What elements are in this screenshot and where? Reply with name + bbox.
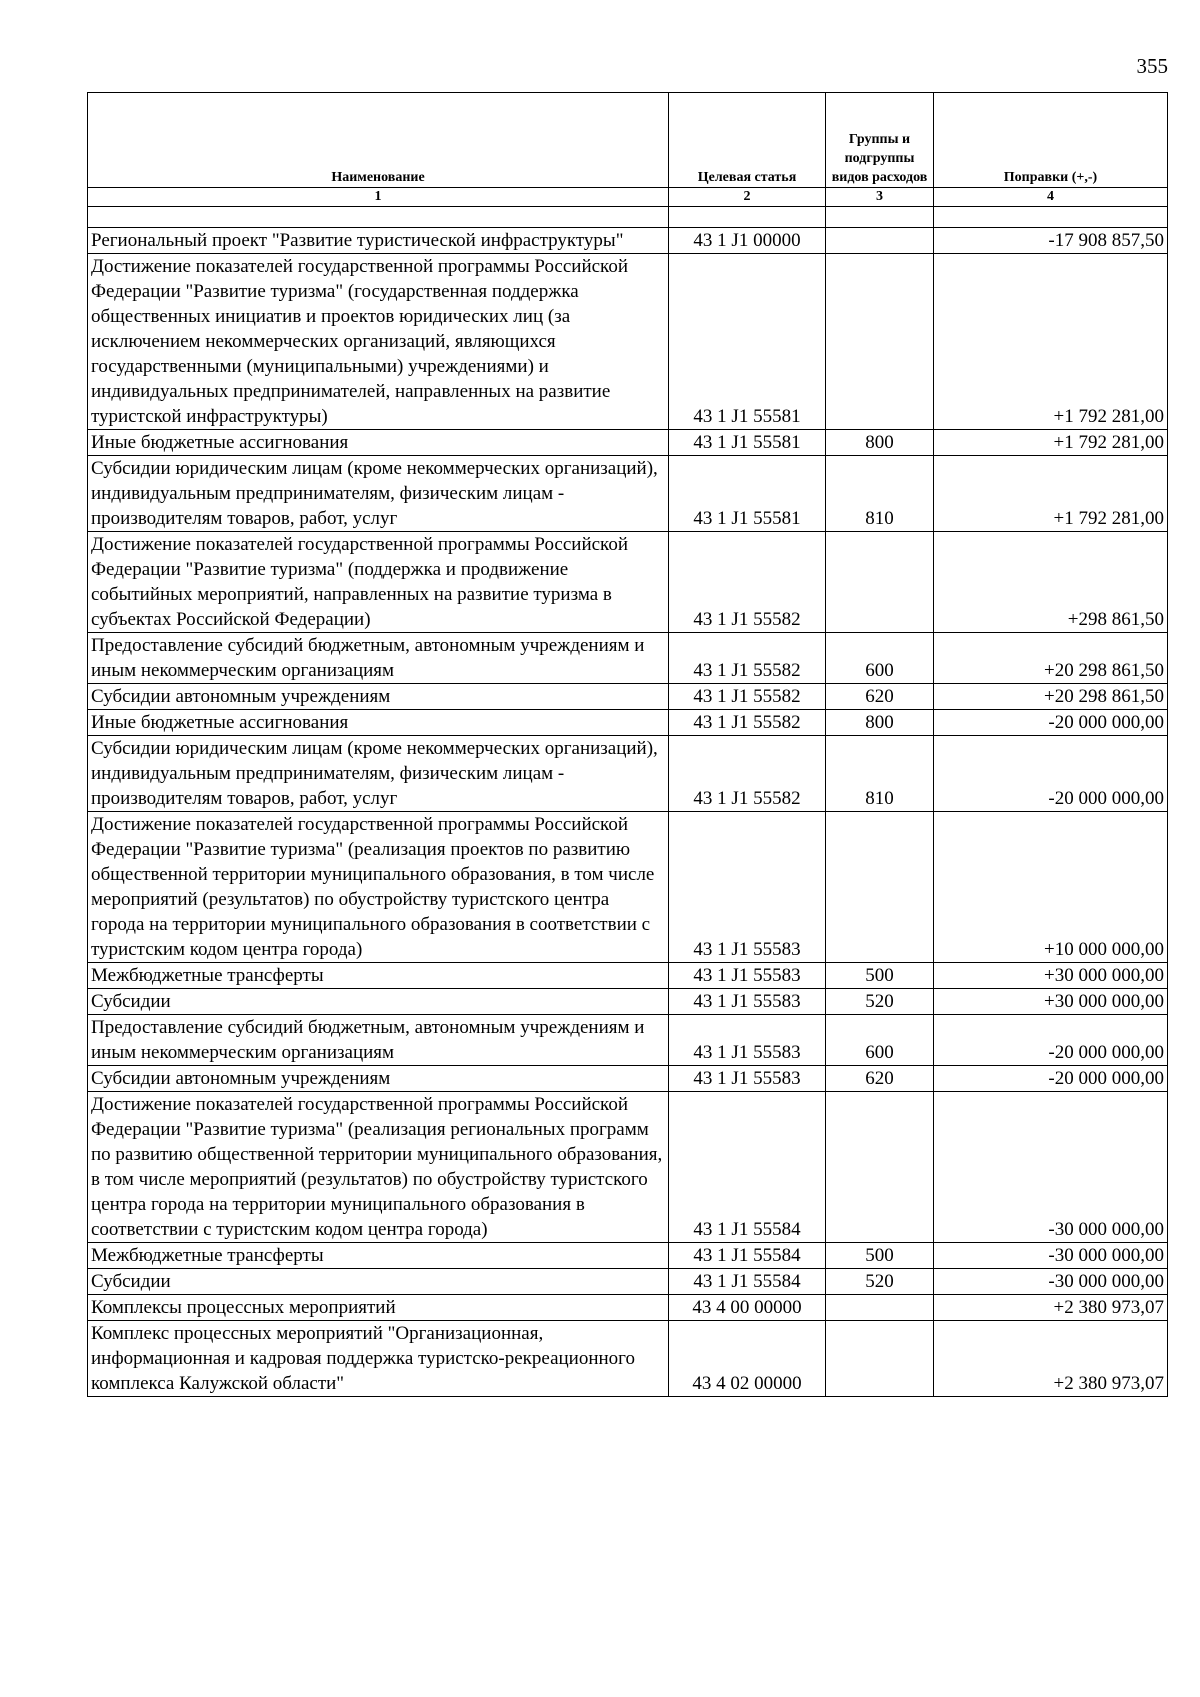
row-target-article-cell: 43 1 J1 55582: [669, 684, 826, 710]
header-target-article: Целевая статья: [669, 93, 826, 188]
row-group-cell: [826, 1092, 934, 1243]
row-group-cell: 600: [826, 1015, 934, 1066]
row-name-cell: Межбюджетные трансферты: [88, 1243, 669, 1269]
row-target-article-cell: 43 1 J1 55583: [669, 812, 826, 963]
row-target-article-cell: 43 1 J1 55581: [669, 430, 826, 456]
row-target-article-cell: 43 1 J1 55583: [669, 1066, 826, 1092]
row-target-article-cell: 43 1 J1 55582: [669, 532, 826, 633]
row-name-cell: Иные бюджетные ассигнования: [88, 710, 669, 736]
row-amount-cell: -30 000 000,00: [934, 1092, 1168, 1243]
header-name: Наименование: [88, 93, 669, 188]
row-name-cell: Предоставление субсидий бюджетным, автономным учреждениям и иным некоммерческим организациям: [88, 1015, 669, 1066]
row-target-article-cell: 43 1 J1 55582: [669, 633, 826, 684]
row-name-cell: Субсидии юридическим лицам (кроме некоммерческих организаций), индивидуальным предпринимателям, физическим лицам - производителям товаров, работ, услуг: [88, 456, 669, 532]
row-name-cell: Предоставление субсидий бюджетным, автономным учреждениям и иным некоммерческим организациям: [88, 633, 669, 684]
row-amount-cell: +20 298 861,50: [934, 684, 1168, 710]
table-row: [88, 963, 1168, 989]
row-name-cell: Комплексы процессных мероприятий: [88, 1295, 669, 1321]
table-row: [88, 633, 1168, 684]
row-amount-cell: +20 298 861,50: [934, 633, 1168, 684]
table-header-row: [88, 93, 1168, 188]
row-amount-cell: +298 861,50: [934, 532, 1168, 633]
row-amount-cell: +10 000 000,00: [934, 812, 1168, 963]
row-amount-cell: +2 380 973,07: [934, 1321, 1168, 1397]
table-row: [88, 1295, 1168, 1321]
row-name-cell: Достижение показателей государственной программы Российской Федерации "Развитие туризма" (государственная поддержка общественных инициатив и проектов юридических лиц (за исключением некоммерческих организаций, являющихся государственными (муниципальными) учреждениями) и индивидуальных предпринимателей, направленных на развитие туристской инфраструктуры): [88, 254, 669, 430]
row-target-article-cell: 43 1 J1 55584: [669, 1243, 826, 1269]
column-number: 3: [826, 188, 934, 207]
row-group-cell: [826, 1321, 934, 1397]
row-target-article-cell: 43 1 J1 55583: [669, 989, 826, 1015]
row-amount-cell: +30 000 000,00: [934, 989, 1168, 1015]
header-groups: Группы и подгруппы видов расходов: [826, 93, 934, 188]
table-row: [88, 1243, 1168, 1269]
row-name-cell: Субсидии: [88, 989, 669, 1015]
row-group-cell: [826, 812, 934, 963]
column-number: 1: [88, 188, 669, 207]
row-group-cell: 810: [826, 456, 934, 532]
row-name-cell: Межбюджетные трансферты: [88, 963, 669, 989]
row-target-article-cell: 43 1 J1 55582: [669, 736, 826, 812]
row-target-article-cell: 43 1 J1 55584: [669, 1092, 826, 1243]
row-group-cell: 520: [826, 1269, 934, 1295]
table-row: [88, 684, 1168, 710]
row-amount-cell: -20 000 000,00: [934, 710, 1168, 736]
row-amount-cell: +1 792 281,00: [934, 430, 1168, 456]
row-group-cell: 800: [826, 430, 934, 456]
header-amendments: Поправки (+,-): [934, 93, 1168, 188]
column-number: 4: [934, 188, 1168, 207]
row-name-cell: Субсидии: [88, 1269, 669, 1295]
table-row: [88, 1066, 1168, 1092]
row-name-cell: Субсидии юридическим лицам (кроме некоммерческих организаций), индивидуальным предпринимателям, физическим лицам - производителям товаров, работ, услуг: [88, 736, 669, 812]
table-row: [88, 228, 1168, 254]
column-number: 2: [669, 188, 826, 207]
row-amount-cell: -20 000 000,00: [934, 1066, 1168, 1092]
row-amount-cell: +1 792 281,00: [934, 456, 1168, 532]
row-target-article-cell: 43 1 J1 55581: [669, 456, 826, 532]
row-group-cell: 500: [826, 963, 934, 989]
spacer-row: [88, 207, 1168, 228]
row-name-cell: Субсидии автономным учреждениям: [88, 1066, 669, 1092]
row-target-article-cell: 43 4 00 00000: [669, 1295, 826, 1321]
row-group-cell: 800: [826, 710, 934, 736]
row-target-article-cell: 43 4 02 00000: [669, 1321, 826, 1397]
row-name-cell: Достижение показателей государственной программы Российской Федерации "Развитие туризма" (реализация проектов по развитию общественной территории муниципального образования, в том числе мероприятий (результатов) по обустройству туристского центра города на территории муниципального образования в соответствии с туристским кодом центра города): [88, 812, 669, 963]
table-row: [88, 710, 1168, 736]
table-row: [88, 1015, 1168, 1066]
row-target-article-cell: 43 1 J1 55583: [669, 963, 826, 989]
table-row: [88, 254, 1168, 430]
row-name-cell: Комплекс процессных мероприятий "Организационная, информационная и кадровая поддержка туристско-рекреационного комплекса Калужской области": [88, 1321, 669, 1397]
column-number-row: [88, 188, 1168, 207]
budget-amendments-table: [87, 92, 1168, 1397]
table-row: [88, 456, 1168, 532]
table-row: [88, 430, 1168, 456]
row-amount-cell: +2 380 973,07: [934, 1295, 1168, 1321]
table-row: [88, 736, 1168, 812]
row-group-cell: [826, 1295, 934, 1321]
table-row: [88, 812, 1168, 963]
row-group-cell: [826, 254, 934, 430]
row-group-cell: [826, 532, 934, 633]
row-amount-cell: +30 000 000,00: [934, 963, 1168, 989]
row-group-cell: 620: [826, 1066, 934, 1092]
row-amount-cell: -20 000 000,00: [934, 1015, 1168, 1066]
row-amount-cell: -30 000 000,00: [934, 1269, 1168, 1295]
table-row: [88, 989, 1168, 1015]
row-amount-cell: +1 792 281,00: [934, 254, 1168, 430]
row-group-cell: [826, 228, 934, 254]
row-amount-cell: -20 000 000,00: [934, 736, 1168, 812]
row-name-cell: Достижение показателей государственной программы Российской Федерации "Развитие туризма" (поддержка и продвижение событийных мероприятий, направленных на развитие туризма в субъектах Российской Федерации): [88, 532, 669, 633]
table-row: [88, 1269, 1168, 1295]
row-target-article-cell: 43 1 J1 55582: [669, 710, 826, 736]
table-row: [88, 1092, 1168, 1243]
row-target-article-cell: 43 1 J1 00000: [669, 228, 826, 254]
row-group-cell: 600: [826, 633, 934, 684]
row-name-cell: Региональный проект "Развитие туристической инфраструктуры": [88, 228, 669, 254]
row-name-cell: Достижение показателей государственной программы Российской Федерации "Развитие туризма" (реализация региональных программ по развитию общественной территории муниципального образования, в том числе мероприятий (результатов) по обустройству туристского центра города на территории муниципального образования в соответствии с туристским кодом центра города): [88, 1092, 669, 1243]
row-group-cell: 520: [826, 989, 934, 1015]
table-body: [88, 207, 1168, 1397]
row-name-cell: Субсидии автономным учреждениям: [88, 684, 669, 710]
row-target-article-cell: 43 1 J1 55584: [669, 1269, 826, 1295]
table-row: [88, 1321, 1168, 1397]
row-target-article-cell: 43 1 J1 55581: [669, 254, 826, 430]
row-group-cell: 500: [826, 1243, 934, 1269]
row-target-article-cell: 43 1 J1 55583: [669, 1015, 826, 1066]
row-group-cell: 620: [826, 684, 934, 710]
row-name-cell: Иные бюджетные ассигнования: [88, 430, 669, 456]
table-row: [88, 532, 1168, 633]
row-amount-cell: -17 908 857,50: [934, 228, 1168, 254]
page-number: 355: [1136, 54, 1168, 78]
row-amount-cell: -30 000 000,00: [934, 1243, 1168, 1269]
row-group-cell: 810: [826, 736, 934, 812]
